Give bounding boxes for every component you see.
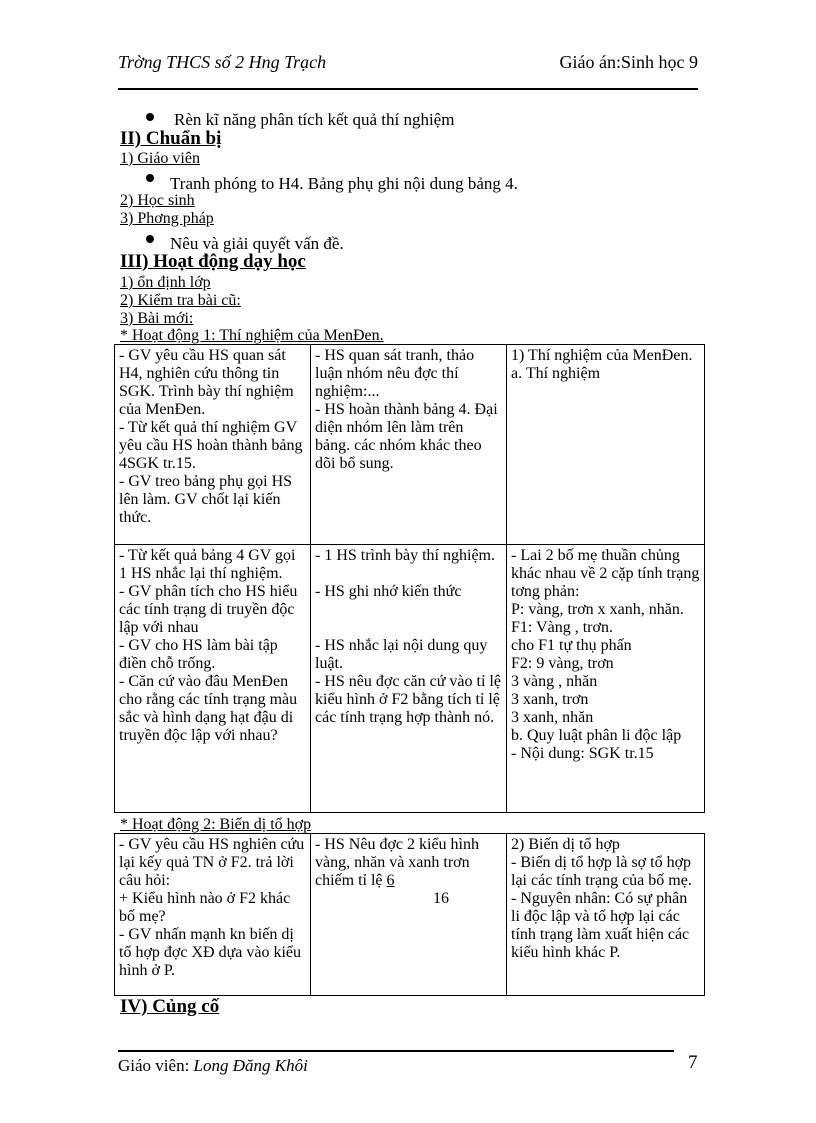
activities-heading: III) Hoạt động dạy học bbox=[120, 251, 306, 272]
teacher-heading: 1) Giáo viên bbox=[120, 150, 200, 167]
student-cell: - HS quan sát tranh, thảo luận nhóm nêu đợc thí nghiệm:... - HS hoàn thành bảng 4. Đại diện nhóm lên làm trên bảng. các nhóm khác theo dõi bổ sung. bbox=[311, 345, 507, 545]
activity-2-title: * Hoạt động 2: Biến dị tổ hợp bbox=[120, 816, 312, 833]
table-row bbox=[115, 545, 705, 813]
header-rule bbox=[118, 88, 698, 90]
bullet-icon bbox=[146, 113, 154, 121]
step-3: 3) Bài mới: bbox=[120, 310, 194, 327]
student-answer-text: - HS Nêu đợc 2 kiểu hình vàng, nhăn và xanh trơn chiếm tỉ lệ bbox=[315, 836, 479, 889]
content-cell: - Lai 2 bố mẹ thuần chủng khác nhau về 2 cặp tính trạng tơng phản: P: vàng, trơn x xanh, nhăn. F1: Vàng , trơn. cho F1 tự thụ phấn F2: 9 vàng, trơn 3 vàng , nhăn 3 xanh, trơn 3 xanh, nhăn b. Quy luật phân li độc lập - Nội dung: SGK tr.15 bbox=[507, 545, 705, 813]
student-heading: 2) Học sinh bbox=[120, 192, 195, 209]
activity-1-table bbox=[114, 344, 705, 813]
prep-heading: II) Chuẩn bị bbox=[120, 128, 222, 149]
page-header bbox=[118, 52, 698, 74]
activity-1-title: * Hoạt động 1: Thí nghiệm của MenĐen. bbox=[120, 327, 384, 344]
teacher-item-text: Tranh phóng to H4. Bảng phụ ghi nội dung bảng 4. bbox=[170, 174, 518, 193]
teacher-cell: - GV yêu cầu HS nghiên cứu lại kếy quả TN ở F2. trả lời câu hỏi: + Kiểu hình nào ở F2 khác bố mẹ? - GV nhấn mạnh kn biến dị tổ hợp đợc XĐ dựa vào kiểu hình ở P. bbox=[115, 834, 311, 996]
content-cell: 2) Biến dị tổ hợp - Biến dị tổ hợp là sợ tổ hợp lại các tính trạng của bố mẹ. - Nguyên nhân: Có sự phân li độc lập và tổ hợp lại các tính trạng làm xuất hiện các kiểu hình khác P. bbox=[507, 834, 705, 996]
bullet-icon bbox=[146, 174, 154, 182]
teacher-cell: - Từ kết quả bảng 4 GV gọi 1 HS nhắc lại thí nghiệm. - GV phân tích cho HS hiểu các tính trạng di truyền độc lập với nhau - GV cho HS làm bài tập điền chỗ trống. - Căn cứ vào đâu MenĐen cho rằng các tính trạng màu sắc và hình dạng hạt đậu di truyền độc lập với nhau? bbox=[115, 545, 311, 813]
student-cell: - 1 HS trình bày thí nghiệm. - HS ghi nhớ kiến thức - HS nhắc lại nội dung quy luật. - HS nêu đợc căn cứ vào tỉ lệ kiểu hình ở F2 bằng tích tỉ lệ các tính trạng hợp thành nó. bbox=[311, 545, 507, 813]
subject-title: Giáo án:Sinh học 9 bbox=[559, 52, 698, 72]
fraction-denominator: 16 bbox=[433, 890, 449, 907]
fraction-numerator: 6 bbox=[386, 872, 395, 889]
table-row bbox=[115, 345, 705, 545]
table-row bbox=[115, 834, 705, 996]
activity-2-table bbox=[114, 833, 705, 996]
method-item-text: Nêu và giải quyết vấn đề. bbox=[170, 234, 344, 253]
footer-rule bbox=[118, 1050, 674, 1052]
school-name: Trờng THCS số 2 Hng Trạch bbox=[118, 52, 327, 72]
page-footer bbox=[118, 1056, 308, 1076]
step-2: 2) Kiểm tra bài cũ: bbox=[120, 292, 241, 309]
teacher-name: Long Đăng Khôi bbox=[193, 1056, 308, 1075]
consolidation-heading: IV) Củng cố bbox=[120, 996, 220, 1017]
student-cell bbox=[311, 834, 507, 996]
page-number: 7 bbox=[688, 1052, 698, 1073]
bullet-icon bbox=[146, 235, 154, 243]
teacher-cell: - GV yêu cầu HS quan sát H4, nghiên cứu thông tin SGK. Trình bày thí nghiệm của MenĐen. - Từ kết quả thí nghiệm GV yêu cầu HS hoàn thành bảng 4SGK tr.15. - GV treo bảng phụ gọi HS lên làm. GV chốt lại kiến thức. bbox=[115, 345, 311, 545]
step-1: 1) ổn định lớp bbox=[120, 274, 211, 291]
content-cell: 1) Thí nghiệm của MenĐen. a. Thí nghiệm bbox=[507, 345, 705, 545]
intro-bullet-text: Rèn kĩ năng phân tích kết quả thí nghiệm bbox=[174, 110, 455, 129]
method-heading: 3) Phơng pháp bbox=[120, 210, 214, 227]
footer-label: Giáo viên: bbox=[118, 1056, 194, 1075]
